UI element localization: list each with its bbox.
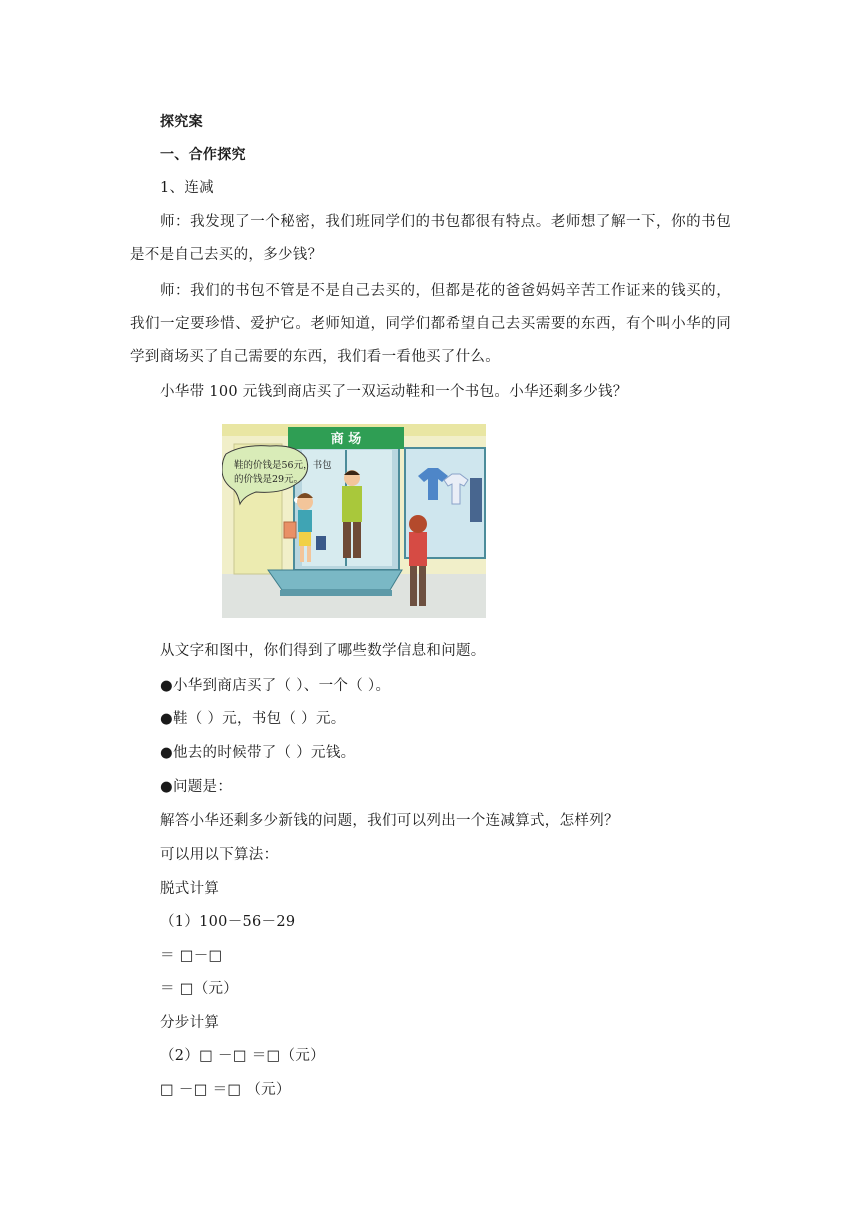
question-intro: 从文字和图中，你们得到了哪些数学信息和问题。 bbox=[160, 643, 486, 659]
store-illustration bbox=[222, 424, 486, 618]
paragraph-line: 是不是自己去买的，多少钱？ bbox=[130, 247, 323, 263]
bullet-item: ●小华到商店买了（ ）、一个（ ）。 bbox=[160, 678, 391, 694]
section-title: 一、合作探究 bbox=[160, 147, 246, 163]
store-sign-text: 商 场 bbox=[330, 432, 362, 447]
paragraph-line: 我们一定要珍惜、爱护它。老师知道，同学们都希望自己去买需要的东西，有个叫小华的同 bbox=[130, 316, 731, 332]
equation-line: ＝ □－□ bbox=[160, 948, 223, 964]
heading: 探究案 bbox=[160, 114, 203, 130]
store-scene-image bbox=[222, 424, 486, 618]
paragraph-line: 学到商场买了自己需要的东西，我们看一看他买了什么。 bbox=[130, 349, 500, 365]
equation-line: （2）□ －□ ＝□（元） bbox=[160, 1048, 325, 1064]
equation-line: ＝ □（元） bbox=[160, 981, 239, 997]
method-label: 脱式计算 bbox=[160, 881, 220, 897]
bullet-item: ●问题是： bbox=[160, 779, 233, 795]
subsection-title: 1、连减 bbox=[160, 180, 214, 196]
equation-line: □ －□ ＝□ （元） bbox=[160, 1082, 291, 1098]
paragraph-line: 解答小华还剩多少新钱的问题，我们可以列出一个连减算式，怎样列？ bbox=[160, 813, 619, 829]
bullet-item: ●他去的时候带了（ ）元钱。 bbox=[160, 745, 356, 761]
paragraph-line: 可以用以下算法： bbox=[160, 847, 279, 863]
method-label: 分步计算 bbox=[160, 1015, 220, 1031]
speech-bubble-text-2: 的价钱是29元。 bbox=[234, 474, 304, 485]
problem-statement: 小华带 100 元钱到商店买了一双运动鞋和一个书包。小华还剩多少钱？ bbox=[160, 384, 628, 400]
paragraph-line: 师：我们的书包不管是不是自己去买的，但都是花的爸爸妈妈辛苦工作证来的钱买的， bbox=[160, 283, 731, 299]
paragraph-line: 师：我发现了一个秘密，我们班同学们的书包都很有特点。老师想了解一下，你的书包 bbox=[160, 214, 731, 230]
speech-bubble-text-1: 鞋的价钱是56元，书包 bbox=[234, 460, 332, 471]
equation-line: （1）100－56－29 bbox=[160, 914, 296, 930]
bullet-item: ●鞋（ ）元，书包（ ）元。 bbox=[160, 711, 346, 727]
